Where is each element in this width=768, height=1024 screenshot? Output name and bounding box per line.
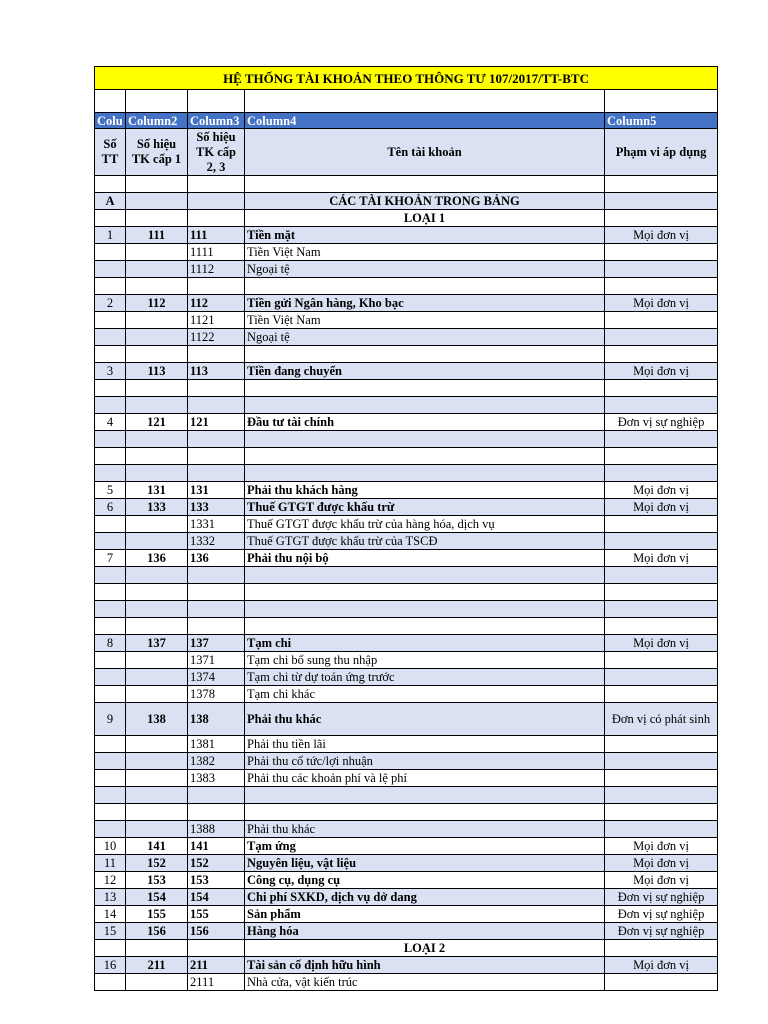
row-stt[interactable]	[95, 753, 126, 770]
row-account-cap1[interactable]	[126, 669, 188, 686]
row-account-name[interactable]: Tài sản cố định hữu hình	[245, 957, 605, 974]
table-row	[95, 329, 718, 346]
empty-cell[interactable]	[605, 567, 718, 584]
table-row	[95, 923, 718, 940]
column-label-1[interactable]: Colu	[95, 113, 126, 129]
row-account-cap23[interactable]: 141	[188, 838, 245, 855]
empty-cell[interactable]	[245, 380, 605, 397]
blank-row	[95, 601, 718, 618]
row-account-cap1[interactable]: 137	[126, 635, 188, 652]
spreadsheet	[94, 66, 717, 991]
row-stt[interactable]: 4	[95, 414, 126, 431]
row-account-cap23[interactable]: 156	[188, 923, 245, 940]
empty-cell[interactable]	[245, 397, 605, 414]
empty-cell[interactable]	[95, 804, 126, 821]
blank-row	[95, 380, 718, 397]
header-name[interactable]: Tên tài khoản	[245, 129, 605, 176]
row-scope[interactable]: Mọi đơn vị	[605, 550, 718, 567]
table-row	[95, 533, 718, 550]
row-account-cap1[interactable]	[126, 652, 188, 669]
header-row	[95, 129, 718, 176]
blank-row	[95, 448, 718, 465]
empty-cell[interactable]	[605, 584, 718, 601]
row-stt[interactable]	[95, 516, 126, 533]
row-account-name[interactable]: Tiền Việt Nam	[245, 312, 605, 329]
row-account-cap1[interactable]	[126, 533, 188, 550]
empty-cell[interactable]	[188, 210, 245, 227]
row-account-cap1[interactable]: 131	[126, 482, 188, 499]
empty-cell[interactable]	[95, 787, 126, 804]
row-stt[interactable]: 9	[95, 703, 126, 736]
row-account-cap23[interactable]: 1332	[188, 533, 245, 550]
empty-cell[interactable]	[126, 465, 188, 482]
table-row	[95, 635, 718, 652]
row-scope[interactable]	[605, 669, 718, 686]
row-account-cap23[interactable]: 111	[188, 227, 245, 244]
row-stt[interactable]: 3	[95, 363, 126, 380]
table-row	[95, 736, 718, 753]
empty-cell[interactable]	[245, 567, 605, 584]
blank-row	[95, 584, 718, 601]
empty-cell[interactable]	[245, 176, 605, 193]
row-account-cap23[interactable]: 1112	[188, 261, 245, 278]
row-stt[interactable]: 16	[95, 957, 126, 974]
row-account-name[interactable]: Tạm chi bổ sung thu nhập	[245, 652, 605, 669]
table-row	[95, 770, 718, 787]
header-cap23[interactable]: Số hiệu TK cấp 2, 3	[188, 129, 245, 176]
table-row	[95, 753, 718, 770]
row-account-name[interactable]: Tiền Việt Nam	[245, 244, 605, 261]
blank-row	[95, 618, 718, 635]
empty-cell[interactable]	[245, 346, 605, 363]
row-account-cap23[interactable]: 1371	[188, 652, 245, 669]
row-account-name[interactable]: Thuế GTGT được khấu trừ của TSCĐ	[245, 533, 605, 550]
empty-cell[interactable]	[245, 804, 605, 821]
row-scope[interactable]	[605, 329, 718, 346]
column-label-4[interactable]: Column4	[245, 113, 605, 129]
row-scope[interactable]	[605, 686, 718, 703]
row-account-cap23[interactable]: 1111	[188, 244, 245, 261]
row-scope[interactable]: Đơn vị sự nghiệp	[605, 906, 718, 923]
row-account-name[interactable]: Công cụ, dụng cụ	[245, 872, 605, 889]
row-scope[interactable]	[605, 516, 718, 533]
row-scope[interactable]	[605, 770, 718, 787]
row-scope[interactable]: Mọi đơn vị	[605, 295, 718, 312]
row-scope[interactable]: Đơn vị sự nghiệp	[605, 923, 718, 940]
row-account-cap1[interactable]	[126, 770, 188, 787]
row-stt[interactable]: 6	[95, 499, 126, 516]
empty-cell[interactable]	[188, 346, 245, 363]
empty-cell[interactable]	[95, 618, 126, 635]
table-row	[95, 889, 718, 906]
row-account-cap23[interactable]: 153	[188, 872, 245, 889]
row-scope[interactable]: Đơn vị có phát sinh	[605, 703, 718, 736]
row-stt[interactable]	[95, 686, 126, 703]
empty-cell[interactable]	[126, 940, 188, 957]
table-row	[95, 669, 718, 686]
row-account-cap1[interactable]	[126, 261, 188, 278]
empty-cell[interactable]	[605, 804, 718, 821]
empty-cell[interactable]	[126, 176, 188, 193]
header-stt[interactable]: Số TT	[95, 129, 126, 176]
row-account-cap23[interactable]: 1121	[188, 312, 245, 329]
empty-cell[interactable]	[188, 618, 245, 635]
row-account-cap1[interactable]: 155	[126, 906, 188, 923]
empty-cell[interactable]	[605, 176, 718, 193]
row-account-cap23[interactable]: 2111	[188, 974, 245, 991]
empty-cell[interactable]	[188, 176, 245, 193]
empty-cell[interactable]	[605, 940, 718, 957]
blank-row	[95, 787, 718, 804]
empty-cell[interactable]	[245, 618, 605, 635]
section-code[interactable]: A	[95, 193, 126, 210]
empty-cell[interactable]	[188, 940, 245, 957]
row-stt[interactable]	[95, 652, 126, 669]
empty-cell[interactable]	[126, 567, 188, 584]
row-account-cap23[interactable]: 121	[188, 414, 245, 431]
empty-cell[interactable]	[188, 397, 245, 414]
empty-cell[interactable]	[126, 193, 188, 210]
table-row	[95, 261, 718, 278]
empty-cell[interactable]	[126, 346, 188, 363]
empty-cell[interactable]	[605, 380, 718, 397]
row-stt[interactable]	[95, 244, 126, 261]
row-account-cap23[interactable]: 1378	[188, 686, 245, 703]
row-stt[interactable]: 11	[95, 855, 126, 872]
blank-row	[95, 567, 718, 584]
row-scope[interactable]: Mọi đơn vị	[605, 227, 718, 244]
row-account-cap1[interactable]: 156	[126, 923, 188, 940]
table-row	[95, 550, 718, 567]
row-stt[interactable]	[95, 312, 126, 329]
row-account-cap23[interactable]: 1388	[188, 821, 245, 838]
row-account-name[interactable]: Đầu tư tài chính	[245, 414, 605, 431]
row-stt[interactable]	[95, 974, 126, 991]
row-account-name[interactable]: Phải thu khác	[245, 703, 605, 736]
row-account-cap1[interactable]	[126, 244, 188, 261]
row-account-cap23[interactable]: 152	[188, 855, 245, 872]
row-scope[interactable]	[605, 261, 718, 278]
table-column-labels	[95, 113, 718, 129]
row-account-cap23[interactable]: 155	[188, 906, 245, 923]
empty-cell[interactable]	[188, 601, 245, 618]
blank-row	[95, 90, 718, 113]
row-scope[interactable]: Mọi đơn vị	[605, 957, 718, 974]
row-stt[interactable]	[95, 261, 126, 278]
empty-cell[interactable]	[95, 397, 126, 414]
title-row	[95, 67, 718, 90]
row-stt[interactable]	[95, 329, 126, 346]
row-account-name[interactable]: Ngoại tệ	[245, 261, 605, 278]
row-scope[interactable]	[605, 533, 718, 550]
row-account-cap1[interactable]: 152	[126, 855, 188, 872]
empty-cell[interactable]	[126, 601, 188, 618]
header-cap1[interactable]: Số hiệu TK cấp 1	[126, 129, 188, 176]
loai1-row	[95, 210, 718, 227]
section-label[interactable]: LOẠI 1	[245, 210, 605, 227]
row-stt[interactable]: 14	[95, 906, 126, 923]
empty-cell[interactable]	[605, 210, 718, 227]
row-account-cap23[interactable]: 136	[188, 550, 245, 567]
row-account-cap1[interactable]	[126, 974, 188, 991]
empty-cell[interactable]	[245, 448, 605, 465]
empty-cell[interactable]	[95, 176, 126, 193]
empty-cell[interactable]	[605, 618, 718, 635]
row-scope[interactable]	[605, 821, 718, 838]
row-account-name[interactable]: Chi phí SXKD, dịch vụ dở dang	[245, 889, 605, 906]
row-account-name[interactable]: Ngoại tệ	[245, 329, 605, 346]
column-label-3[interactable]: Column3	[188, 113, 245, 129]
header-scope[interactable]: Phạm vi áp dụng	[605, 129, 718, 176]
blank-row	[95, 465, 718, 482]
table-row	[95, 414, 718, 431]
empty-cell[interactable]	[245, 465, 605, 482]
empty-cell[interactable]	[605, 431, 718, 448]
row-account-cap23[interactable]: 131	[188, 482, 245, 499]
table-row	[95, 957, 718, 974]
row-scope[interactable]: Mọi đơn vị	[605, 482, 718, 499]
row-account-cap1[interactable]	[126, 312, 188, 329]
empty-cell[interactable]	[95, 380, 126, 397]
row-stt[interactable]: 7	[95, 550, 126, 567]
row-scope[interactable]: Đơn vị sự nghiệp	[605, 414, 718, 431]
row-account-cap1[interactable]	[126, 686, 188, 703]
loai2-row	[95, 940, 718, 957]
empty-cell[interactable]	[95, 431, 126, 448]
row-stt[interactable]: 5	[95, 482, 126, 499]
row-account-cap1[interactable]: 111	[126, 227, 188, 244]
row-account-name[interactable]: Thuế GTGT được khấu trừ của hàng hóa, dịch vụ	[245, 516, 605, 533]
row-scope[interactable]: Đơn vị sự nghiệp	[605, 889, 718, 906]
empty-cell[interactable]	[188, 193, 245, 210]
empty-cell[interactable]	[188, 380, 245, 397]
row-stt[interactable]: 2	[95, 295, 126, 312]
table-row	[95, 516, 718, 533]
row-scope[interactable]	[605, 753, 718, 770]
row-account-name[interactable]: Nguyên liệu, vật liệu	[245, 855, 605, 872]
row-stt[interactable]	[95, 821, 126, 838]
table-row	[95, 363, 718, 380]
empty-cell[interactable]	[188, 448, 245, 465]
table-row	[95, 686, 718, 703]
row-scope[interactable]	[605, 652, 718, 669]
column-label-5[interactable]: Column5	[605, 113, 718, 129]
row-account-name[interactable]: Phải thu tiền lãi	[245, 736, 605, 753]
blank-row	[95, 176, 718, 193]
row-scope[interactable]	[605, 974, 718, 991]
row-stt[interactable]	[95, 669, 126, 686]
empty-cell[interactable]	[126, 787, 188, 804]
account-table	[94, 66, 718, 991]
row-account-cap23[interactable]: 112	[188, 295, 245, 312]
table-row	[95, 855, 718, 872]
sheet-title[interactable]: HỆ THỐNG TÀI KHOẢN THEO THÔNG TƯ 107/2017/TT-BTC	[95, 67, 718, 90]
table-row	[95, 872, 718, 889]
table-row	[95, 312, 718, 329]
row-account-cap1[interactable]	[126, 516, 188, 533]
row-account-cap1[interactable]	[126, 753, 188, 770]
row-account-cap1[interactable]	[126, 736, 188, 753]
row-stt[interactable]: 1	[95, 227, 126, 244]
row-account-name[interactable]: Tạm chi từ dự toán ứng trước	[245, 669, 605, 686]
row-account-name[interactable]: Tiền gửi Ngân hàng, Kho bạc	[245, 295, 605, 312]
empty-cell[interactable]	[95, 584, 126, 601]
table-row	[95, 703, 718, 736]
row-stt[interactable]	[95, 533, 126, 550]
empty-cell[interactable]	[245, 601, 605, 618]
section-label[interactable]: LOẠI 2	[245, 940, 605, 957]
row-scope[interactable]: Mọi đơn vị	[605, 363, 718, 380]
row-account-name[interactable]: Tạm ứng	[245, 838, 605, 855]
empty-cell[interactable]	[605, 278, 718, 295]
empty-cell[interactable]	[95, 448, 126, 465]
table-row	[95, 906, 718, 923]
empty-cell[interactable]	[605, 397, 718, 414]
row-account-cap1[interactable]: 138	[126, 703, 188, 736]
row-account-cap1[interactable]: 154	[126, 889, 188, 906]
table-row	[95, 821, 718, 838]
empty-cell[interactable]	[605, 193, 718, 210]
empty-cell[interactable]	[95, 346, 126, 363]
row-account-cap1[interactable]: 112	[126, 295, 188, 312]
row-scope[interactable]	[605, 312, 718, 329]
row-stt[interactable]: 12	[95, 872, 126, 889]
row-scope[interactable]: Mọi đơn vị	[605, 499, 718, 516]
row-scope[interactable]: Mọi đơn vị	[605, 635, 718, 652]
row-account-name[interactable]: Phải thu cổ tức/lợi nhuận	[245, 753, 605, 770]
empty-cell[interactable]	[605, 787, 718, 804]
row-account-cap23[interactable]: 138	[188, 703, 245, 736]
row-account-name[interactable]: Phải thu khác	[245, 821, 605, 838]
empty-cell[interactable]	[188, 431, 245, 448]
row-account-cap23[interactable]: 211	[188, 957, 245, 974]
table-row	[95, 227, 718, 244]
row-account-cap1[interactable]: 136	[126, 550, 188, 567]
row-scope[interactable]: Mọi đơn vị	[605, 838, 718, 855]
row-account-name[interactable]: Phải thu nội bộ	[245, 550, 605, 567]
row-stt[interactable]: 10	[95, 838, 126, 855]
empty-cell[interactable]	[126, 448, 188, 465]
empty-cell[interactable]	[188, 465, 245, 482]
empty-cell[interactable]	[126, 431, 188, 448]
section-label[interactable]: CÁC TÀI KHOẢN TRONG BẢNG	[245, 193, 605, 210]
row-account-name[interactable]: Tạm chi	[245, 635, 605, 652]
row-account-cap1[interactable]: 113	[126, 363, 188, 380]
row-stt[interactable]: 13	[95, 889, 126, 906]
row-account-cap23[interactable]: 133	[188, 499, 245, 516]
empty-cell[interactable]	[245, 278, 605, 295]
section-code[interactable]	[95, 210, 126, 227]
empty-cell[interactable]	[95, 465, 126, 482]
row-account-name[interactable]: Tiền đang chuyển	[245, 363, 605, 380]
empty-cell[interactable]	[126, 278, 188, 295]
column-label-2[interactable]: Column2	[126, 113, 188, 129]
row-scope[interactable]: Mọi đơn vị	[605, 872, 718, 889]
row-scope[interactable]	[605, 244, 718, 261]
row-account-cap23[interactable]: 1374	[188, 669, 245, 686]
empty-cell[interactable]	[605, 465, 718, 482]
row-account-cap23[interactable]: 1383	[188, 770, 245, 787]
empty-cell[interactable]	[126, 210, 188, 227]
row-account-name[interactable]: Thuế GTGT được khấu trừ	[245, 499, 605, 516]
table-row	[95, 652, 718, 669]
row-account-cap23[interactable]: 137	[188, 635, 245, 652]
blank-row	[95, 397, 718, 414]
empty-cell[interactable]	[605, 448, 718, 465]
row-account-cap1[interactable]: 121	[126, 414, 188, 431]
row-account-cap23[interactable]: 1381	[188, 736, 245, 753]
row-account-name[interactable]: Tiền mặt	[245, 227, 605, 244]
table-row	[95, 295, 718, 312]
row-account-cap23[interactable]: 113	[188, 363, 245, 380]
row-stt[interactable]: 15	[95, 923, 126, 940]
row-account-name[interactable]: Phải thu các khoản phí và lệ phí	[245, 770, 605, 787]
row-account-cap23[interactable]: 1382	[188, 753, 245, 770]
empty-cell[interactable]	[126, 584, 188, 601]
row-account-cap1[interactable]	[126, 329, 188, 346]
empty-cell[interactable]	[126, 380, 188, 397]
empty-cell[interactable]	[126, 804, 188, 821]
row-account-name[interactable]: Phải thu khách hàng	[245, 482, 605, 499]
row-account-name[interactable]: Nhà cửa, vật kiến trúc	[245, 974, 605, 991]
row-stt[interactable]	[95, 736, 126, 753]
empty-cell[interactable]	[95, 601, 126, 618]
row-account-cap1[interactable]	[126, 821, 188, 838]
row-account-cap1[interactable]: 141	[126, 838, 188, 855]
table-row	[95, 499, 718, 516]
blank-row	[95, 278, 718, 295]
empty-cell[interactable]	[605, 346, 718, 363]
blank-row	[95, 346, 718, 363]
empty-cell[interactable]	[188, 567, 245, 584]
row-account-cap23[interactable]: 1122	[188, 329, 245, 346]
empty-cell[interactable]	[245, 787, 605, 804]
table-row	[95, 838, 718, 855]
empty-cell[interactable]	[95, 278, 126, 295]
row-stt[interactable]: 8	[95, 635, 126, 652]
table-row	[95, 244, 718, 261]
table-row	[95, 482, 718, 499]
blank-row	[95, 804, 718, 821]
empty-cell[interactable]	[245, 431, 605, 448]
empty-cell[interactable]	[188, 584, 245, 601]
row-account-name[interactable]: Sản phẩm	[245, 906, 605, 923]
row-account-name[interactable]: Tạm chi khác	[245, 686, 605, 703]
empty-cell[interactable]	[188, 278, 245, 295]
empty-cell[interactable]	[188, 804, 245, 821]
empty-cell[interactable]	[605, 601, 718, 618]
row-account-cap1[interactable]: 211	[126, 957, 188, 974]
row-account-cap23[interactable]: 154	[188, 889, 245, 906]
row-scope[interactable]: Mọi đơn vị	[605, 855, 718, 872]
row-account-name[interactable]: Hàng hóa	[245, 923, 605, 940]
table-row	[95, 974, 718, 991]
row-account-cap1[interactable]: 153	[126, 872, 188, 889]
empty-cell[interactable]	[95, 567, 126, 584]
row-stt[interactable]	[95, 770, 126, 787]
empty-cell[interactable]	[245, 584, 605, 601]
row-account-cap1[interactable]: 133	[126, 499, 188, 516]
row-scope[interactable]	[605, 736, 718, 753]
row-account-cap23[interactable]: 1331	[188, 516, 245, 533]
section-a-row	[95, 193, 718, 210]
empty-cell[interactable]	[188, 787, 245, 804]
section-code[interactable]	[95, 940, 126, 957]
blank-row	[95, 431, 718, 448]
empty-cell[interactable]	[126, 618, 188, 635]
empty-cell[interactable]	[126, 397, 188, 414]
